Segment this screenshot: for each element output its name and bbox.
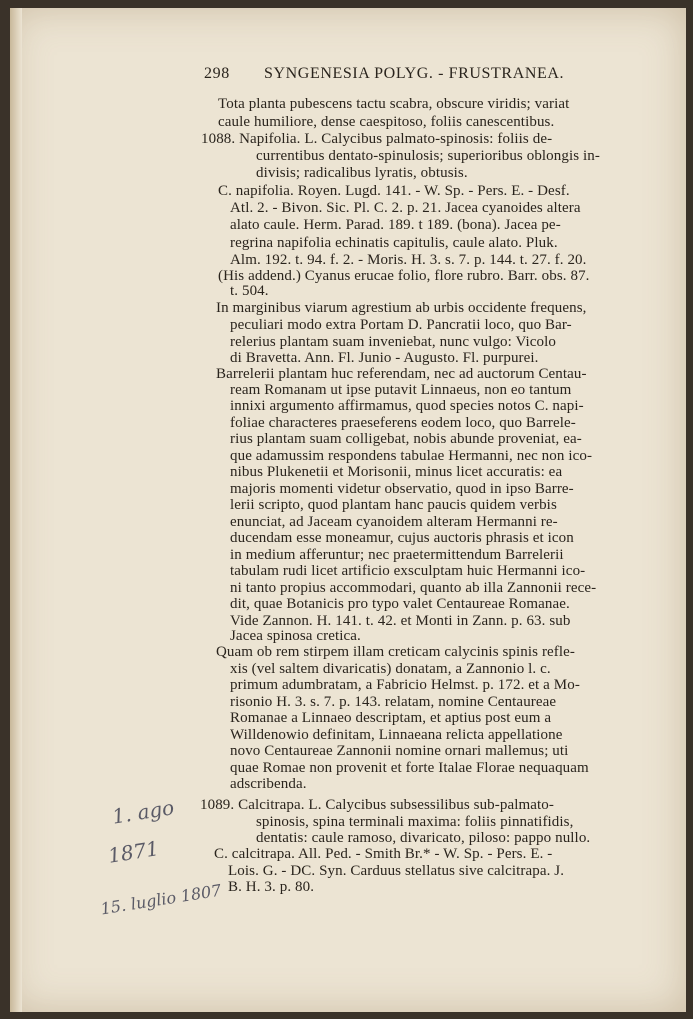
text-line: divisis; radicalibus lyratis, obtusis. (256, 165, 468, 181)
handwritten-note: 1. ago (110, 795, 176, 829)
text-line: in medium afferuntur; nec praetermittendum Barrelerii (230, 547, 564, 563)
text-line: ream Romanam ut ipse putavit Linnaeus, non eo tantum (230, 382, 572, 398)
text-line: dentatis: caule ramoso, divaricato, piloso: pappo nullo. (256, 830, 591, 846)
text-line: Barrelerii plantam huc referendam, nec ad auctorum Centau- (216, 366, 587, 382)
text-line: (His addend.) Cyanus erucae folio, flore rubro. Barr. obs. 87. (218, 268, 590, 284)
text-line: 1088. Napifolia. L. Calycibus palmato-spinosis: foliis de- (201, 131, 553, 147)
text-line: ducendam esse moneamur, cujus auctoris phrasis et icon (230, 530, 574, 546)
text-line: t. 504. (230, 283, 269, 299)
page-number: 298 (204, 65, 230, 82)
text-line: Quam ob rem stirpem illam creticam calycinis spinis refle- (216, 644, 576, 660)
text-line: foliae characteres praeseferens eodem loco, quo Barrele- (230, 415, 576, 431)
text-line: xis (vel saltem divaricatis) donatam, a Zannonio l. c. (230, 661, 551, 677)
text-line: peculiari modo extra Portam D. Pancratii loco, quo Bar- (230, 317, 572, 333)
text-line: Willdenowio definitam, Linnaeana relicta appellatione (230, 727, 563, 743)
text-line: adscribenda. (230, 776, 307, 792)
text-line: C. calcitrapa. All. Ped. - Smith Br.* - W. Sp. - Pers. E. - (214, 846, 553, 862)
text-line: In marginibus viarum agrestium ab urbis occidente frequens, (216, 300, 587, 316)
page-gutter (10, 8, 22, 1012)
text-line: rius plantam suam colligebat, nobis abunde proveniat, ea- (230, 431, 582, 447)
handwritten-note: 1871 (106, 836, 161, 868)
text-line: lerii scripto, quod plantam hanc paucis quidem verbis (230, 497, 557, 513)
text-line: quae Romae non provenit et forte Italae Florae nequaquam (230, 760, 589, 776)
text-line: majoris momenti videtur observatio, quod in ipso Barre- (230, 481, 574, 497)
running-head: SYNGENESIA POLYG. - FRUSTRANEA. (264, 65, 565, 82)
text-line: B. H. 3. p. 80. (228, 879, 315, 895)
text-line: enunciat, ad Jaceam cyanoidem alteram Hermanni re- (230, 514, 558, 530)
text-line: caule humiliore, dense caespitoso, foliis canescentibus. (218, 114, 555, 130)
text-line: Vide Zannon. H. 141. t. 42. et Monti in Zann. p. 63. sub (230, 613, 571, 629)
text-line: ni tanto propius accommodari, quanto ab illa Zannonii rece- (230, 580, 597, 596)
text-line: que adamussim respondens tabulae Hermanni, nec non ico- (230, 448, 593, 464)
text-line: alato caule. Herm. Parad. 189. t 189. (bona). Jacea pe- (230, 217, 561, 233)
text-line: di Bravetta. Ann. Fl. Junio - Augusto. Fl. purpurei. (230, 350, 539, 366)
text-line: tabulam rudi licet artificio exsculptam huic Hermanni ico- (230, 563, 586, 579)
text-line: Alm. 192. t. 94. f. 2. - Moris. H. 3. s. 7. p. 144. t. 27. f. 20. (230, 252, 587, 268)
text-line: novo Centaureae Zannonii nomine ornari mallemus; uti (230, 743, 569, 759)
text-line: 1089. Calcitrapa. L. Calycibus subsessilibus sub-palmato- (200, 797, 554, 813)
text-line: dit, quae Botanicis pro typo valet Centaureae Romanae. (230, 596, 570, 612)
text-line: Romanae a Linnaeo descriptam, et aptius post eum a (230, 710, 552, 726)
text-line: nibus Plukenetii et Morisonii, minus licet accuratis: ea (230, 464, 563, 480)
text-line: Atl. 2. - Bivon. Sic. Pl. C. 2. p. 21. Jacea cyanoides altera (230, 200, 581, 216)
text-line: currentibus dentato-spinulosis; superioribus oblongis in- (256, 148, 600, 164)
text-line: relerius plantam suam inveniebat, nunc vulgo: Vicolo (230, 334, 557, 350)
text-line: innixi argumento affirmamus, quod species notos C. napi- (230, 398, 584, 414)
text-line: regrina napifolia echinatis capitulis, caule alato. Pluk. (230, 235, 558, 251)
text-line: C. napifolia. Royen. Lugd. 141. - W. Sp. - Pers. E. - Desf. (218, 183, 570, 199)
text-line: primum adumbratam, a Fabricio Helmst. p. 172. et a Mo- (230, 677, 580, 693)
text-line: risonio H. 3. s. 7. p. 143. relatam, nomine Centaureae (230, 694, 557, 710)
text-line: Jacea spinosa cretica. (230, 628, 361, 644)
handwritten-note: 15. luglio 1807 (99, 880, 223, 919)
text-line: Tota planta pubescens tactu scabra, obscure viridis; variat (218, 96, 570, 112)
text-line: spinosis, spina terminali maxima: foliis pinnatifidis, (256, 814, 574, 830)
text-line: Lois. G. - DC. Syn. Carduus stellatus sive calcitrapa. J. (228, 863, 565, 879)
